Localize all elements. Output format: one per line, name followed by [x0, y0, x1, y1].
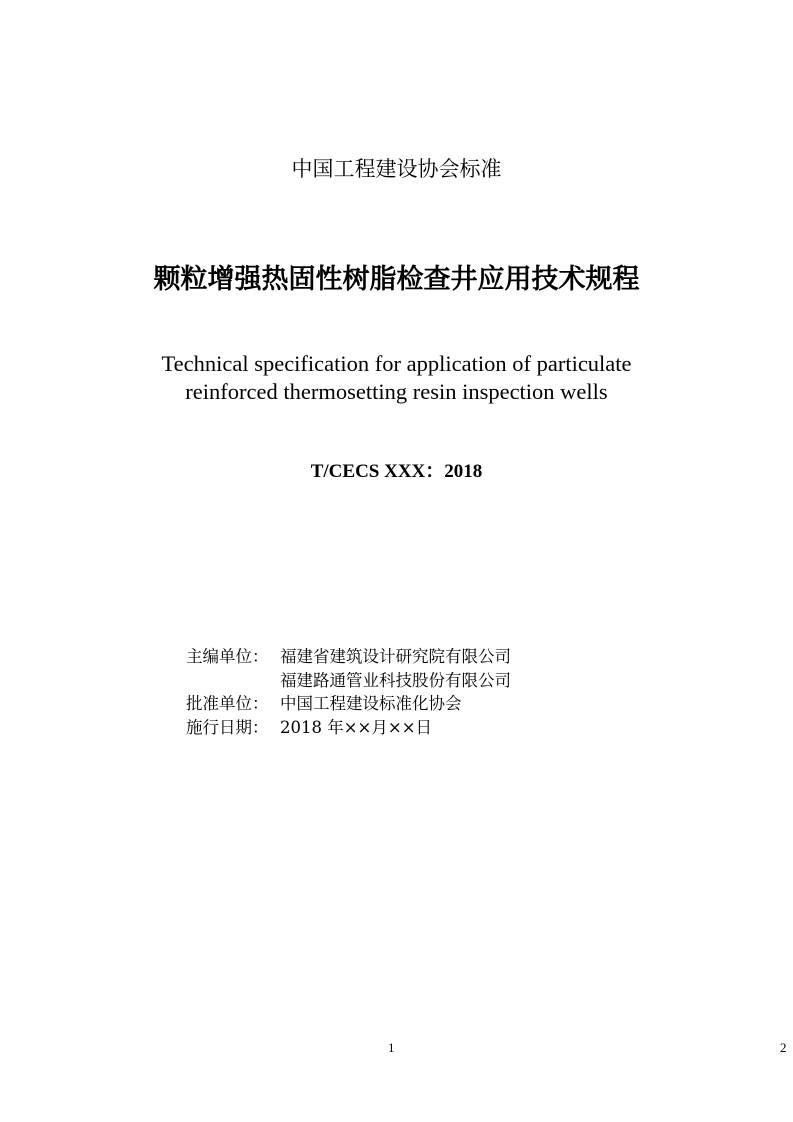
editor-value-2: 福建路通管业科技股份有限公司: [280, 670, 511, 690]
issuer-heading: 中国工程建设协会标准: [291, 157, 502, 181]
document-title-zh: 颗粒增强热固性树脂检查井应用技术规程: [153, 264, 640, 295]
editor-value-1: 福建省建筑设计研究院有限公司: [280, 647, 511, 666]
editor-label: 主编单位：: [186, 647, 269, 666]
editor-label-spacer: [186, 669, 280, 693]
effective-date-value: 2018 年××月××日: [280, 717, 433, 737]
title-en-line-1: Technical specification for application of particulate: [161, 351, 632, 376]
editor-row: [186, 645, 511, 669]
document-title-en: [0, 350, 793, 406]
page-number-left: 1: [388, 1040, 395, 1055]
title-en-line-2: reinforced thermosetting resin inspection wells: [185, 379, 608, 404]
page-number-right: 2: [780, 1040, 787, 1055]
editor-row-2: [186, 669, 511, 693]
approver-label: 批准单位：: [186, 694, 269, 713]
publication-info: [186, 645, 511, 739]
approver-row: [186, 692, 511, 716]
approver-value: 中国工程建设标准化协会: [280, 694, 462, 713]
standard-code: T/CECS XXX：2018: [310, 461, 483, 482]
effective-date-label: 施行日期：: [186, 717, 269, 737]
effective-date-row: [186, 716, 511, 740]
